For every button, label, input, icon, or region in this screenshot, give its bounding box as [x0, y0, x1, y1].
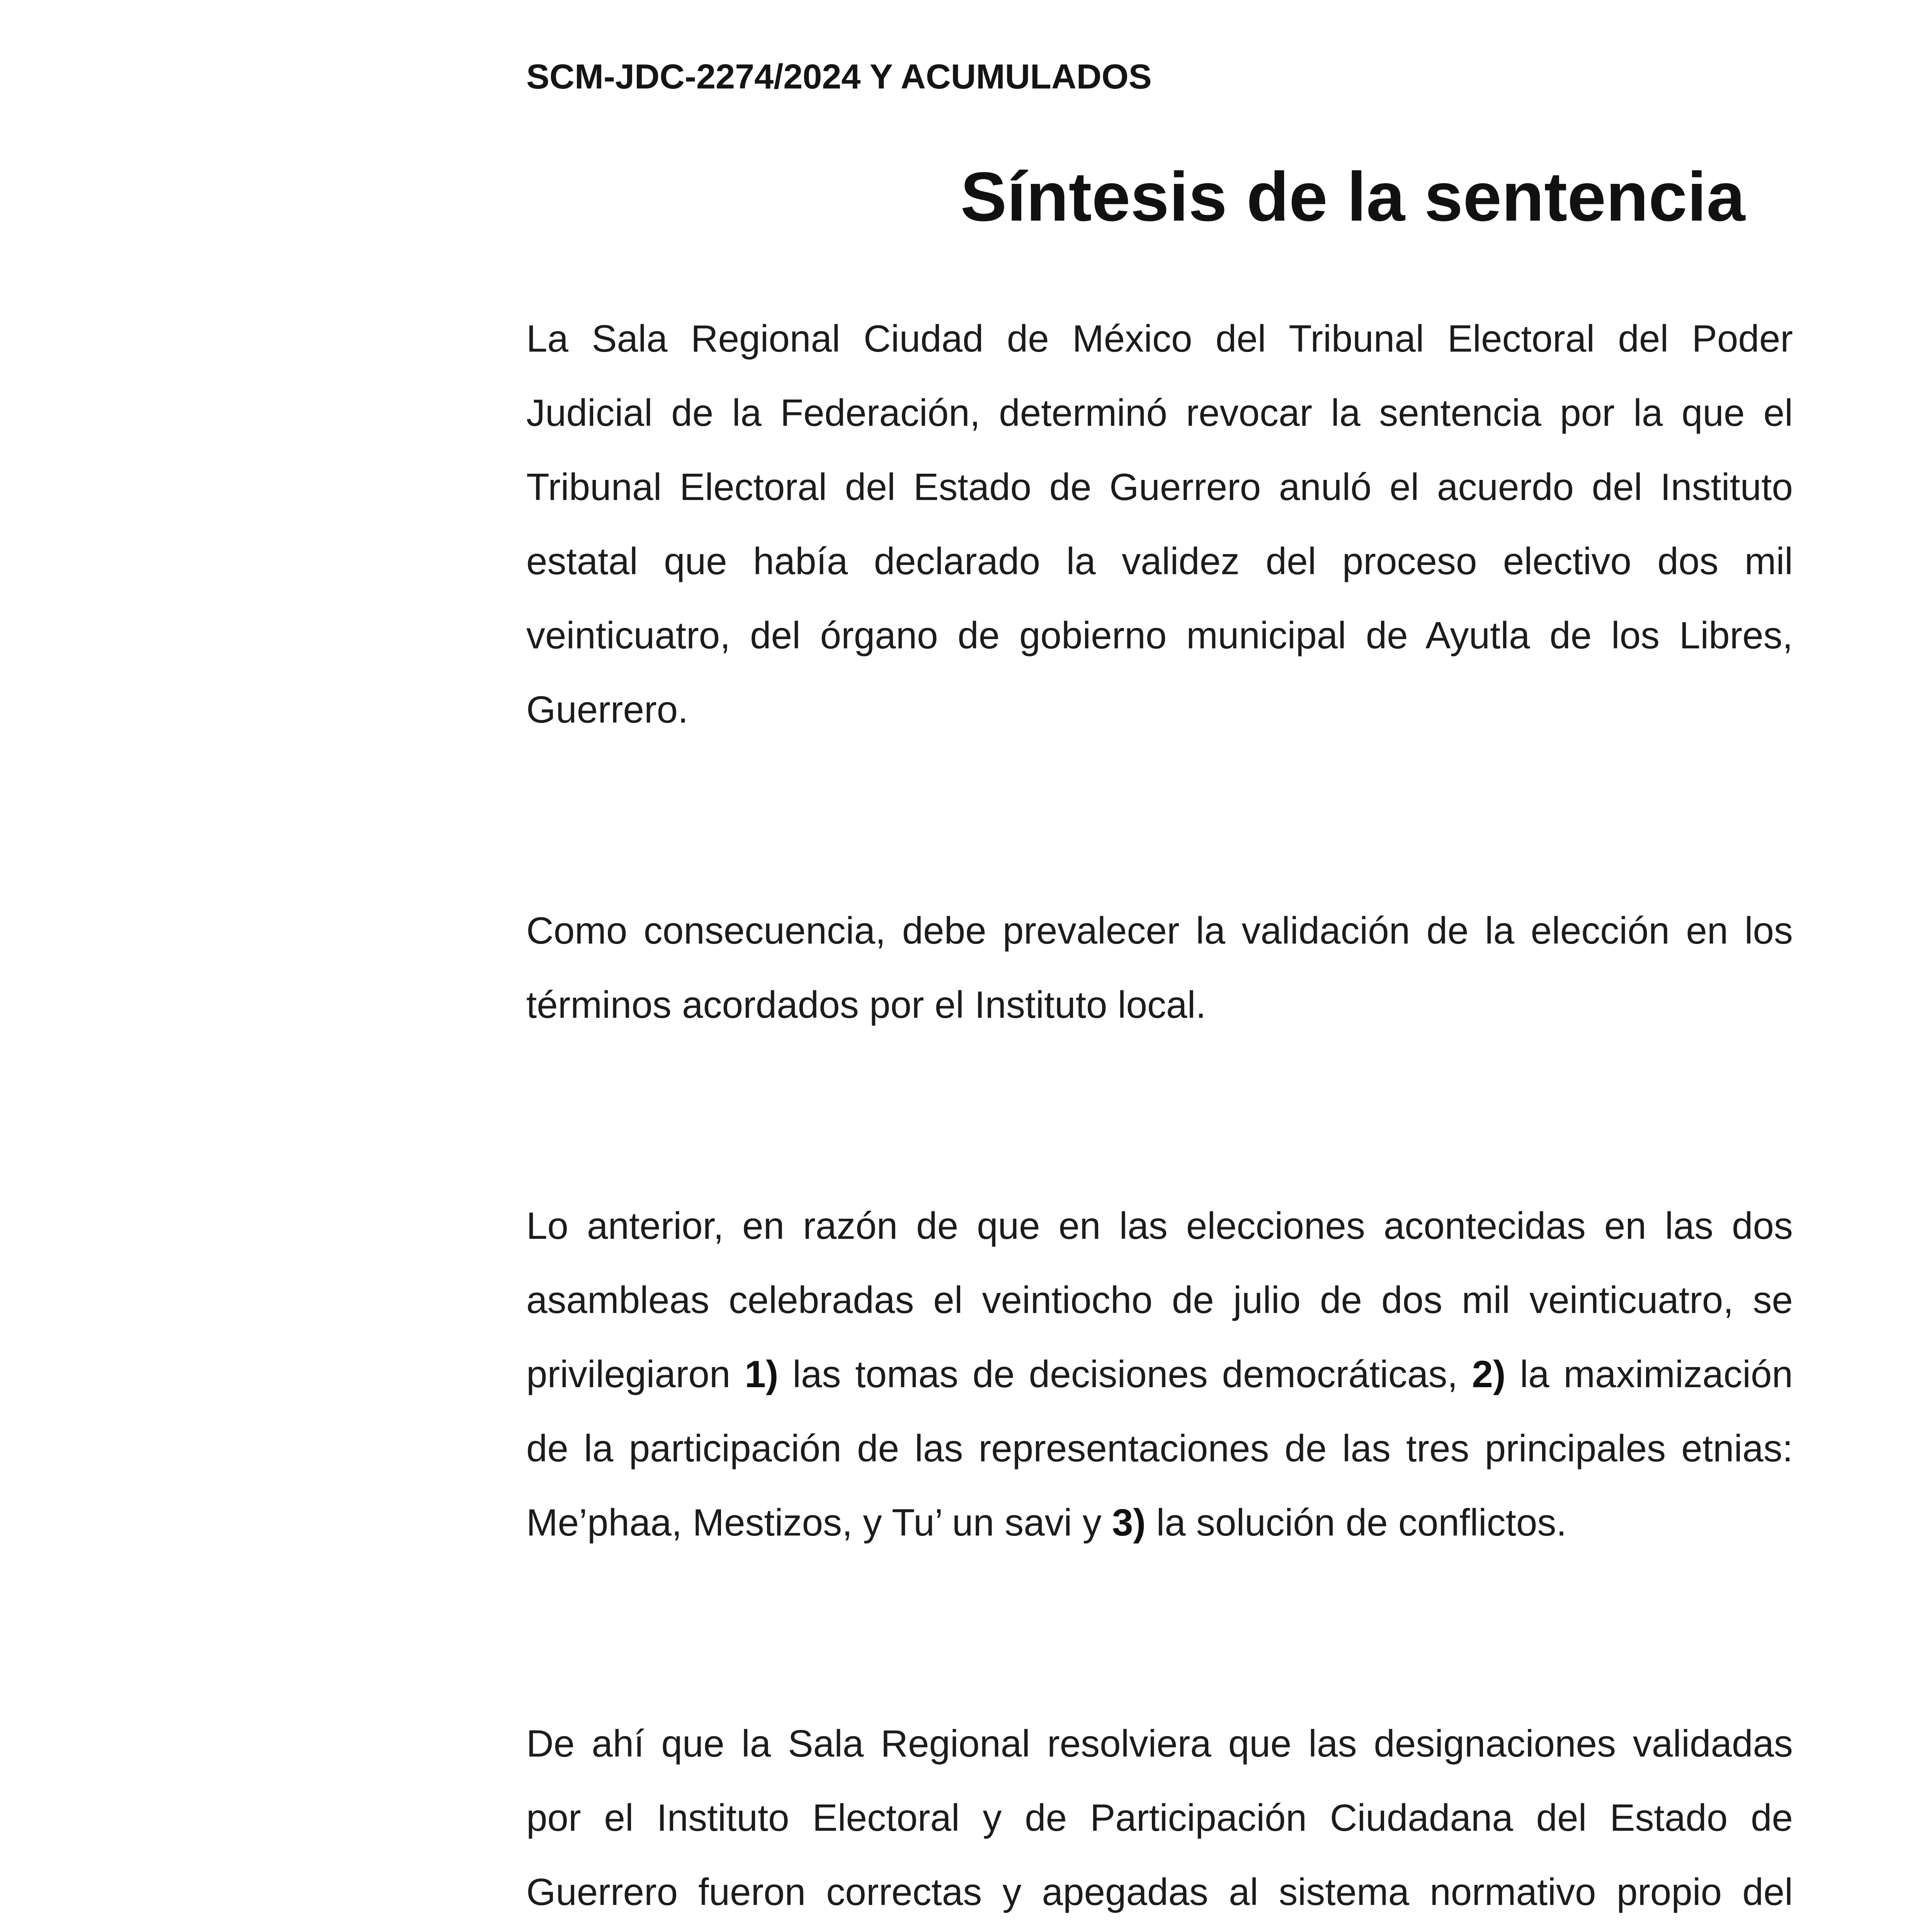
reason-number-2: 2)	[1472, 1353, 1506, 1395]
reasons-intro: Lo anterior, en razón de que en las elecciones acontecidas en las dos asambleas celebradas el veintiocho de julio de dos mil veinticuatro, se privilegiaron	[526, 1204, 1793, 1395]
document-body	[526, 301, 1793, 1932]
paragraph-conclusion: De ahí que la Sala Regional resolviera que las designaciones validadas por el Instituto Electoral y de Participación Ciudadana del Estado de Guerrero fueron correctas y apegadas al sistema normativo propio del	[526, 1722, 1793, 1913]
paragraph-ruling: La Sala Regional Ciudad de México del Tribunal Electoral del Poder Judicial de la Federación, determinó revocar la sentencia por la que el Tribunal Electoral del Estado de Guerrero anuló el acuerdo del Instituto estatal que había declarado la validez del proceso electivo dos mil veinticuatro, del órgano de gobierno municipal de Ayutla de los Libres, Guerrero.	[526, 317, 1793, 731]
reason-item-2: la maximización de la participación de las representaciones de las tres principales etnias: Me’phaa, Mestizos, y Tu’ un savi y	[526, 1353, 1793, 1544]
paragraph-consequence: Como consecuencia, debe prevalecer la validación de la elección en los términos acordados por el Instituto local.	[526, 909, 1793, 1026]
document-title: Síntesis de la sentencia	[960, 158, 1745, 236]
reason-item-1: las tomas de decisiones democráticas,	[778, 1353, 1472, 1395]
reason-number-1: 1)	[745, 1353, 779, 1395]
reason-number-3: 3)	[1112, 1501, 1146, 1544]
case-number: SCM-JDC-2274/2024 Y ACUMULADOS	[526, 58, 1152, 96]
paragraph-reasons	[526, 1189, 1793, 1560]
reason-item-3: la solución de conflictos.	[1146, 1501, 1567, 1544]
